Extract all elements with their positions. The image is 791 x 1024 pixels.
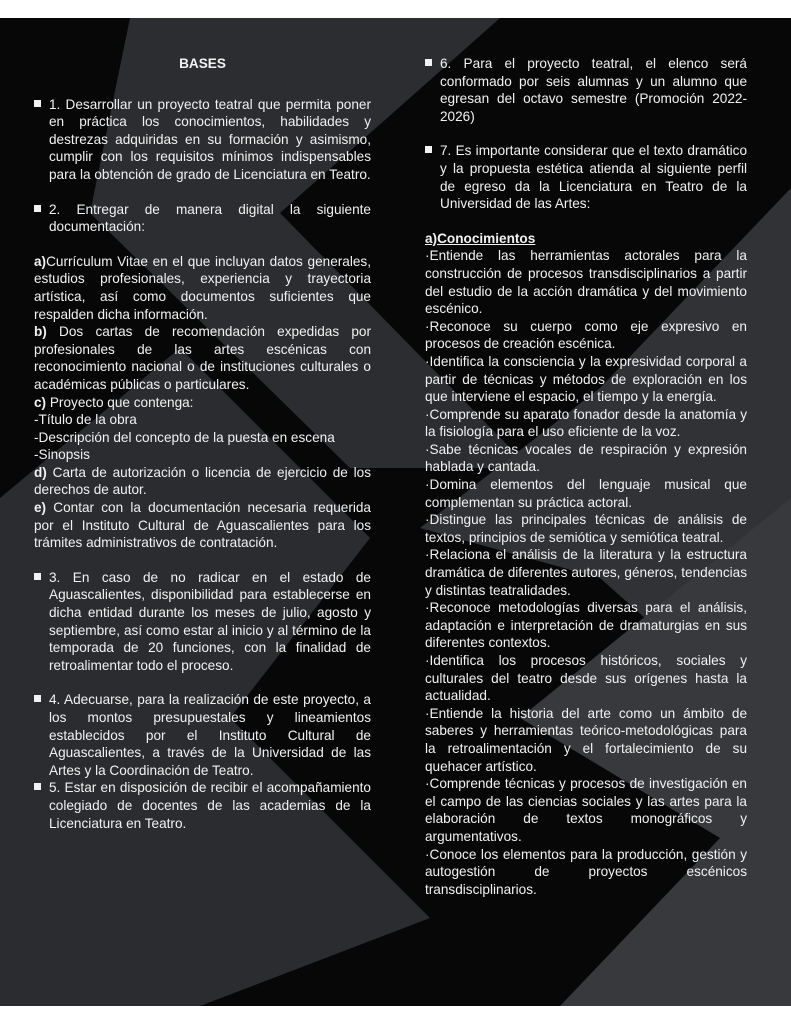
requirement-d-text: Carta de autorización o licencia de ejercicio de los derechos de autor. [34,464,371,498]
section-title: BASES [179,56,226,71]
list-item-7 [425,142,747,212]
requirement-b [34,323,371,393]
knowledge-point-10: ·Identifica los procesos históricos, sociales y culturales del teatro desde sus orígenes hasta la actualidad. [425,653,747,704]
knowledge-point-2: ·Reconoce su cuerpo como eje expresivo en procesos de creación escénica. [425,318,747,352]
item-1-text: 1. Desarrollar un proyecto teatral que permita poner en práctica los conocimientos, habilidades y destrezas adquiridas en su formación y asimismo, cumplir con los requisitos mínimos indispensables para la obtención de grado de Licenciatura en Teatro. [49,96,371,182]
knowledge-point-5: ·Sabe técnicas vocales de respiración y expresión hablada y cantada. [425,441,747,475]
requirement-b-label: b) [34,324,47,340]
document-page [0,18,791,1006]
requirement-c-line-1: -Título de la obra [34,412,137,428]
knowledge-point-4: ·Comprende su aparato fonador desde la anatomía y la fisiología para el uso eficiente de la voz. [425,406,747,440]
requirement-d [34,464,371,499]
requirement-b-text: Dos cartas de recomendación expedidas por profesionales de las artes escénicas con reconocimiento nacional o de instituciones culturales o académicas públicas o particulares. [34,324,371,392]
knowledge-point-13: ·Conoce los elementos para la producción, gestión y autogestión de proyectos escénicos transdisciplinarios. [425,846,747,897]
knowledge-heading: a)Conocimientos [425,230,536,246]
requirement-d-label: d) [34,464,47,480]
requirement-c-line-2: -Descripción del concepto de la puesta en escena [34,429,335,445]
requirement-e-label: e) [34,500,47,516]
right-column [425,55,747,898]
item-4-text: 4. Adecuarse, para la realización de este proyecto, a los montos presupuestales y lineamientos establecidos por el Instituto Cultural de Aguascalientes, a través de la Universidad de las Artes y la Coordinación de Teatro. [49,692,371,778]
requirement-e-text: Contar con la documentación necesaria requerida por el Instituto Cultural de Aguascalientes para los trámites administrativos de contratación. [34,500,371,551]
item-2-text: 2. Entregar de manera digital la siguiente documentación: [49,201,371,235]
requirement-c [34,394,371,412]
item-5-text: 5. Estar en disposición de recibir el acompañamiento colegiado de docentes de las academias de la Licenciatura en Teatro. [49,780,371,831]
knowledge-point-12: ·Comprende técnicas y procesos de investigación en el campo de las ciencias sociales y las artes para la elaboración de textos monográficos y argumentativos. [425,776,747,844]
knowledge-point-11: ·Entiende la historia del arte como un ámbito de saberes y herramientas teórico-metodológicas para la retroalimentación y el fortalecimiento de su quehacer artístico. [425,705,747,774]
knowledge-point-8: ·Relaciona el análisis de la literatura y la estructura dramática de diferentes autores, géneros, tendencias y distintas teatralidades. [425,547,747,598]
requirement-c-line-3: -Sinopsis [34,447,90,463]
knowledge-point-6: ·Domina elementos del lenguaje musical que complementan su práctica actoral. [425,477,747,510]
knowledge-point-7: ·Distingue las principales técnicas de análisis de textos, principios de semiótica y semiótica teatral. [425,512,747,545]
list-item-3 [34,569,371,675]
requirement-a-text: Currículum Vitae en el que incluyan datos generales, estudios profesionales, experiencia y trayectoria artística, así como documentos suficientes que respalden dicha información. [34,253,371,322]
item-3-text: 3. En caso de no radicar en el estado de Aguascalientes, disponibilidad para establecerse en dicha entidad durante los meses de julio, agosto y septiembre, así como estar al inicio y al término de la temporada de 20 funciones, con la finalidad de retroalimentar todo el proceso. [49,569,371,673]
list-item-4 [34,691,371,779]
requirement-c-text: Proyecto que contenga: [46,394,194,410]
requirement-a-label: a) [34,253,47,269]
requirement-e [34,499,371,552]
requirement-c-label: c) [34,394,47,410]
item-6-text: 6. Para el proyecto teatral, el elenco será conformado por seis alumnas y un alumno que egresan del octavo semestre (Promoción 2022-2026) [440,56,747,124]
knowledge-point-3: ·Identifica la consciencia y la expresividad corporal a partir de técnicas y métodos de exploración en los que interviene el espacio, el tiempo y la energía. [425,353,747,405]
knowledge-point-1: ·Entiende las herramientas actorales para la construcción de procesos transdisciplinarios a partir del estudio de la acción dramática y del movimiento escénico. [425,248,747,317]
item-7-text: 7. Es importante considerar que el texto dramático y la propuesta estética atienda al siguiente perfil de egreso da la Licenciatura en Teatro de la Universidad de las Artes: [440,143,747,212]
knowledge-point-9: ·Reconoce metodologías diversas para el análisis, adaptación e interpretación de dramaturgias en sus diferentes contextos. [425,600,747,651]
list-item-2 [34,201,371,236]
requirement-a [34,253,371,323]
list-item-5 [34,779,371,832]
list-item-6 [425,55,747,125]
list-item-1 [34,96,371,184]
left-column [34,55,371,849]
